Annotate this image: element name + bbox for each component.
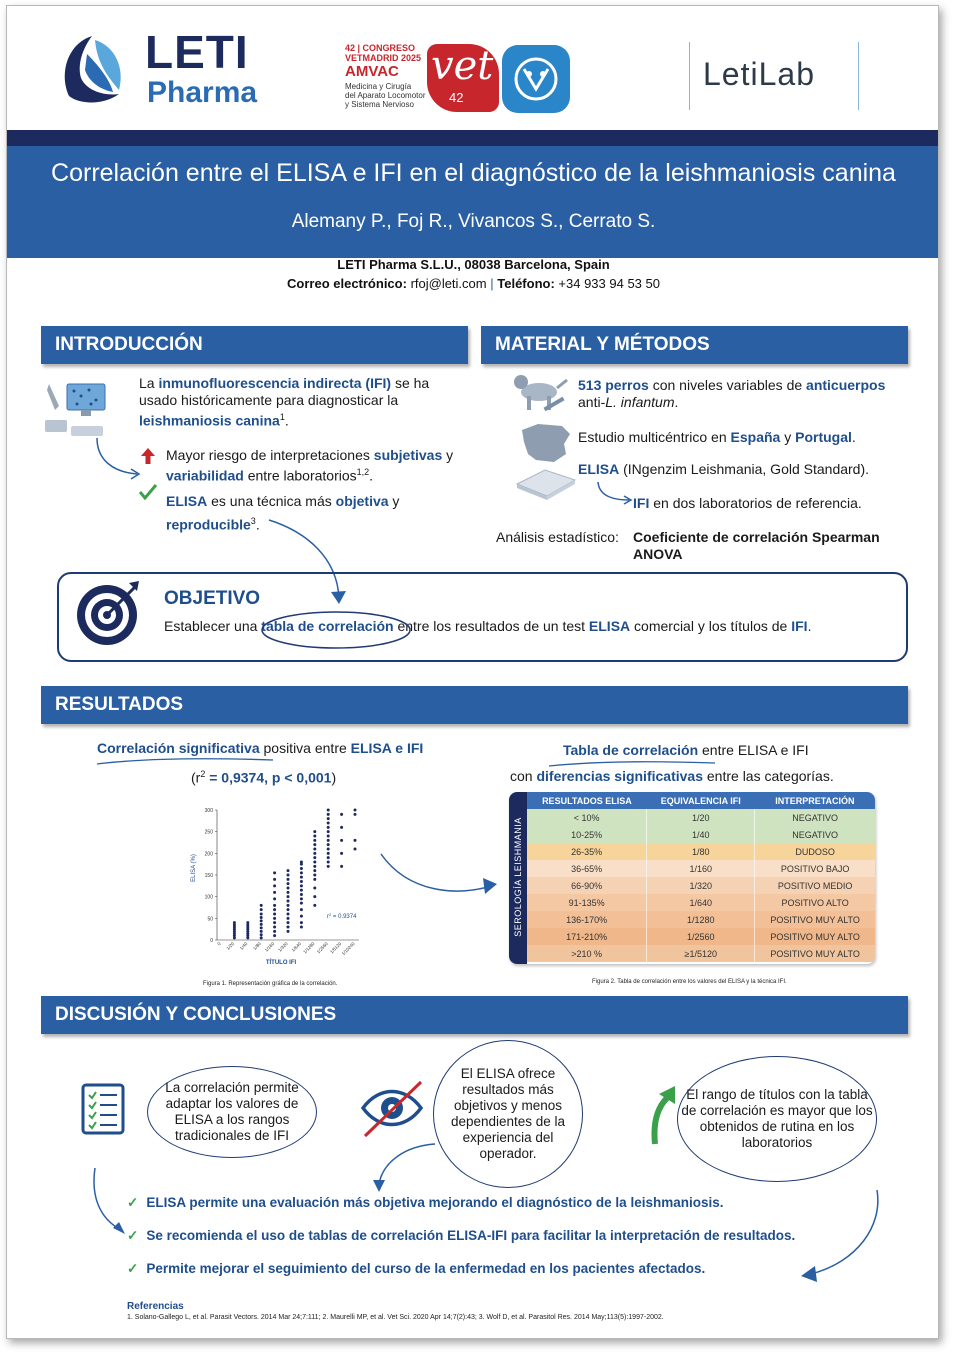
right-b: entre ELISA e IFI <box>698 742 809 758</box>
data-point <box>300 876 303 879</box>
data-point <box>327 830 330 833</box>
ok-d: y <box>388 493 400 509</box>
data-point <box>260 908 263 911</box>
table-row <box>527 826 875 843</box>
data-point <box>287 874 290 877</box>
data-point <box>313 869 316 872</box>
risk-a: Mayor riesgo de interpretaciones <box>166 447 374 463</box>
y-tick-label: 150 <box>204 873 213 879</box>
data-point <box>327 813 330 816</box>
data-point <box>327 848 330 851</box>
table-row <box>527 928 875 945</box>
objective-box <box>57 572 908 662</box>
congress-desc2: del Aparato Locomotor <box>345 91 426 100</box>
table-header-2: INTERPRETACIÓN <box>755 792 875 809</box>
microscope-icon <box>41 376 107 444</box>
x-tick-label: 1/5120 <box>329 941 343 955</box>
dogs-f: . <box>674 394 679 410</box>
table-cell: NEGATIVO <box>792 812 839 823</box>
results-arrow-icon <box>379 844 501 902</box>
table-cell: ≥1/5120 <box>647 945 755 962</box>
multi-espana: España <box>730 429 781 445</box>
table-cell: 1/640 <box>647 894 755 911</box>
data-point <box>287 921 290 924</box>
data-point <box>340 826 343 829</box>
r2-sup: 2 <box>329 912 332 917</box>
obj-tabla: tabla de correlación <box>261 618 394 634</box>
data-point <box>300 889 303 892</box>
stats-spearman: Coeficiente de correlación Spearman <box>633 529 880 545</box>
dogs-b: con niveles variables de <box>648 377 807 393</box>
results-right-text1 <box>563 742 809 759</box>
stats-label: Análisis estadístico: <box>496 529 619 545</box>
x-tick-label: 1/640 <box>290 941 303 953</box>
data-point <box>300 897 303 900</box>
dogs-count: 513 perros <box>578 377 649 393</box>
table-cell: DUDOSO <box>795 846 835 857</box>
data-point <box>260 930 263 933</box>
data-point <box>287 904 290 907</box>
data-point <box>273 921 276 924</box>
elisa-plate-icon <box>515 462 577 502</box>
bubble1-arrow-icon <box>91 1166 131 1238</box>
data-point <box>287 869 290 872</box>
table-header-1: EQUIVALENCIA IFI <box>647 792 755 809</box>
data-point <box>273 878 276 881</box>
data-point <box>313 848 316 851</box>
data-point <box>273 871 276 874</box>
multi-c: y <box>780 429 796 445</box>
data-point <box>273 926 276 929</box>
data-point <box>313 835 316 838</box>
table-cell: NEGATIVO <box>792 829 839 840</box>
table-row <box>527 860 875 877</box>
small-curved-arrow-icon <box>595 480 635 506</box>
table-cell: POSITIVO MUY ALTO <box>770 931 860 942</box>
table-cell: >210 % <box>527 945 647 962</box>
multi-portugal: Portugal <box>795 429 852 445</box>
ok-elisa: ELISA <box>166 493 208 509</box>
table-cell: 171-210% <box>527 928 647 945</box>
data-point <box>327 861 330 864</box>
obj-elisa: ELISA <box>588 618 631 634</box>
eye-crossed-icon <box>359 1076 425 1142</box>
data-point <box>327 822 330 825</box>
data-point <box>313 839 316 842</box>
data-point <box>260 916 263 919</box>
stat-open: (r <box>191 769 201 786</box>
data-point <box>327 856 330 859</box>
congress-amvac: AMVAC <box>345 63 399 80</box>
stats-anova: ANOVA <box>633 546 683 562</box>
dogs-d: anti- <box>578 394 606 410</box>
data-point <box>327 865 330 868</box>
scatter-chart <box>183 798 363 974</box>
data-point <box>300 926 303 929</box>
right-tabla: Tabla de correlación <box>563 742 699 758</box>
vet-badge-num: 42 <box>449 90 464 105</box>
conclusion-3-text: Permite mejorar el seguimiento del curso de la enfermedad en los pacientes afectados. <box>146 1261 706 1276</box>
table-cell: 1/320 <box>647 877 755 894</box>
data-point <box>300 921 303 924</box>
data-point <box>300 871 303 874</box>
data-point <box>287 930 290 933</box>
risk-variabilidad: variabilidad <box>166 467 244 484</box>
data-point <box>354 839 357 842</box>
table-row <box>527 843 875 860</box>
results-right-text2 <box>510 768 834 785</box>
right-e: entre las categorías. <box>703 768 834 784</box>
data-point <box>327 843 330 846</box>
data-point <box>313 904 316 907</box>
y-tick-label: 50 <box>207 916 213 923</box>
correlation-table-card <box>509 792 875 964</box>
table-cell: 1/2560 <box>647 928 755 945</box>
conclusion-1-text: ELISA permite una evaluación más objetiva mejorando el diagnóstico de la leishmaniosis. <box>146 1195 724 1210</box>
elisa-label: ELISA <box>578 461 620 477</box>
data-point <box>273 913 276 916</box>
data-point <box>273 884 276 887</box>
risk-subjetivas: subjetivas <box>373 447 443 463</box>
data-point <box>340 813 343 816</box>
data-point <box>260 904 263 907</box>
obj-a: Establecer una <box>164 618 262 634</box>
data-point <box>327 826 330 829</box>
data-point <box>273 908 276 911</box>
data-point <box>287 913 290 916</box>
table-cell: POSITIVO MUY ALTO <box>770 948 860 959</box>
data-point <box>313 874 316 877</box>
company-address: LETI Pharma S.L.U., 08038 Barcelona, Spain <box>337 257 610 272</box>
conclusion-3 <box>127 1261 705 1277</box>
x-tick-label: 1/20 <box>225 941 236 951</box>
y-tick-label: 250 <box>204 829 213 836</box>
pharma-logo-word: Pharma <box>147 76 258 109</box>
leti-logo-icon <box>57 34 127 106</box>
x-tick-label: 1/40 <box>238 941 249 951</box>
intro-text-ifi: inmunofluorescencia indirecta (IFI) <box>158 375 392 391</box>
y-tick-label: 0 <box>210 938 213 944</box>
data-point <box>300 902 303 905</box>
red-up-arrow-icon <box>141 448 155 464</box>
data-point <box>287 908 290 911</box>
data-point <box>300 867 303 870</box>
check-icon: ✓ <box>127 1261 139 1276</box>
figure1-caption: Figura 1. Representación gráfica de la correlación. <box>203 981 338 987</box>
phone-label: Teléfono: <box>497 276 555 291</box>
data-point <box>327 839 330 842</box>
data-point <box>300 893 303 896</box>
x-tick-label: 1/320 <box>277 941 289 953</box>
check-icon: ✓ <box>127 1195 139 1210</box>
poster-authors: Alemany P., Foj R., Vivancos S., Cerrato S. <box>291 211 656 232</box>
obj-e: comercial y los títulos de <box>630 618 792 634</box>
table-cell: 66-90% <box>527 877 647 894</box>
poster <box>6 5 939 1339</box>
conclusion-1 <box>127 1195 723 1211</box>
data-point <box>246 921 249 924</box>
table-row <box>527 911 875 928</box>
table-cell: 1/80 <box>647 843 755 860</box>
intro-text-leish: leishmaniosis canina <box>139 412 280 429</box>
contact-line <box>7 276 939 291</box>
target-icon <box>75 579 143 647</box>
y-tick-label: 300 <box>204 808 213 814</box>
multi-a: Estudio multicéntrico en <box>578 429 731 445</box>
data-point <box>354 848 357 851</box>
data-point <box>273 917 276 920</box>
data-point <box>313 865 316 868</box>
obj-ifi: IFI <box>791 618 808 634</box>
data-point <box>313 878 316 881</box>
y-tick-label: 100 <box>204 894 213 901</box>
y-tick-label: 200 <box>204 851 213 858</box>
green-check-icon <box>139 484 157 500</box>
intro-text-a: La <box>139 375 159 391</box>
ifi-label: IFI <box>633 495 650 511</box>
conclusion-2 <box>127 1228 795 1244</box>
stat-close: ) <box>331 769 337 786</box>
results-stat <box>191 766 336 787</box>
conclusion-2-text: Se recomienda el uso de tablas de correlación ELISA-IFI para facilitar la interpretación de resultados. <box>146 1228 796 1243</box>
dogs-species: L. infantum <box>605 394 675 410</box>
table-row <box>527 945 875 962</box>
table-cell: 1/160 <box>647 860 755 877</box>
poster-title: Correlación entre el ELISA e IFI en el diagnóstico de la leishmaniosis canina <box>51 159 896 187</box>
dog-icon <box>509 370 569 418</box>
data-point <box>300 861 303 864</box>
data-point <box>260 933 263 936</box>
table-cell: POSITIVO ALTO <box>781 897 849 908</box>
data-point <box>273 930 276 933</box>
table-cell: POSITIVO MUY ALTO <box>770 914 860 925</box>
left-b: positiva entre <box>259 740 351 756</box>
data-point <box>287 882 290 885</box>
r2-value: = 0.9374 <box>331 914 357 920</box>
table-row <box>527 809 875 826</box>
x-tick-label: 1/80 <box>252 941 262 951</box>
risk-sup: 1,2 <box>356 467 370 477</box>
data-point <box>354 809 357 812</box>
results-heading: RESULTADOS <box>41 686 908 724</box>
congress-line1: 42 | CONGRESO <box>345 43 416 53</box>
risk-e: entre laboratorios <box>243 467 357 484</box>
highlight-ellipse <box>259 609 415 651</box>
bubble3-arrow-icon <box>797 1186 887 1286</box>
data-point <box>327 852 330 855</box>
methods-multicenter <box>578 429 908 446</box>
congress-desc1: Medicina y Cirugía <box>345 82 412 91</box>
data-point <box>260 919 263 922</box>
data-point <box>287 887 290 890</box>
table-cell: 1/1280 <box>647 911 755 928</box>
data-point <box>287 895 290 898</box>
table-cell: 1/20 <box>647 809 755 826</box>
checklist-icon <box>81 1081 127 1137</box>
dog-skull-icon <box>501 44 571 114</box>
methods-ifi <box>633 495 913 512</box>
stat-value: = 0,9374, p < 0,001 <box>205 769 332 786</box>
ok-reproducible: reproducible <box>166 516 251 533</box>
data-point <box>300 915 303 918</box>
data-point <box>273 897 276 900</box>
data-point <box>300 908 303 911</box>
left-elisa-ifi: ELISA e IFI <box>350 740 424 756</box>
stat-sup: 2 <box>200 769 206 779</box>
data-point <box>300 880 303 883</box>
data-point <box>273 934 276 937</box>
email-link[interactable]: rfoj@leti.com <box>410 276 487 291</box>
data-point <box>300 884 303 887</box>
data-point <box>340 839 343 842</box>
chart-r2-annotation <box>327 912 357 920</box>
congress-desc3: y Sistema Nervioso <box>345 100 414 109</box>
left-corr: Correlación significativa <box>97 740 260 756</box>
check-icon: ✓ <box>127 1228 139 1243</box>
iberia-map-icon <box>518 420 574 464</box>
table-cell: POSITIVO MEDIO <box>777 880 853 891</box>
data-point <box>340 852 343 855</box>
congress-line2: VETMADRID 2025 <box>345 53 422 63</box>
data-point <box>260 926 263 929</box>
obj-c: entre los resultados de un test <box>393 618 589 634</box>
table-cell: 91-135% <box>527 894 647 911</box>
x-tick-label: 0 <box>216 941 222 947</box>
intro-text-e: . <box>284 412 289 429</box>
chart-ylabel: ELISA (%) <box>191 854 197 882</box>
intro-text-c: se ha usado históricamente para diagnosticar la <box>139 375 430 408</box>
obj-g: . <box>807 618 812 634</box>
ifi-desc: en dos laboratorios de referencia. <box>649 495 862 511</box>
right-diferencias: diferencias significativas <box>536 768 703 784</box>
table-cell: 136-170% <box>527 911 647 928</box>
table-cell: 36-65% <box>527 860 647 877</box>
table-cell: 10-25% <box>527 826 647 843</box>
references-heading: Referencias <box>127 1301 184 1312</box>
bubble2-arrow-icon <box>365 1140 437 1196</box>
table-cell: 26-35% <box>527 843 647 860</box>
x-tick-label: 1/1280 <box>302 941 316 955</box>
methods-heading: MATERIAL Y MÉTODOS <box>481 326 908 364</box>
discussion-heading: DISCUSIÓN Y CONCLUSIONES <box>41 996 908 1034</box>
letilab-logo: LetiLab <box>703 56 815 92</box>
ok-sup: 3 <box>250 516 256 526</box>
ok-b: es una técnica más <box>207 493 336 509</box>
risk-c: y <box>442 447 454 463</box>
data-point <box>327 817 330 820</box>
methods-dogs <box>578 377 908 411</box>
data-point <box>313 843 316 846</box>
vet-badge <box>427 44 499 112</box>
ok-f: . <box>255 516 260 533</box>
intro-heading: INTRODUCCIÓN <box>41 326 468 364</box>
data-point <box>313 830 316 833</box>
objective-heading: OBJETIVO <box>164 588 261 609</box>
intro-risk <box>166 447 466 485</box>
data-point <box>260 923 263 926</box>
bubble-2: El ELISA ofrece resultados más objetivos y menos dependientes de la experiencia del operador. <box>433 1040 583 1188</box>
data-point <box>260 936 263 939</box>
data-point <box>273 904 276 907</box>
risk-f: . <box>369 467 374 484</box>
table-side-label: SEROLOGÍA LEISHMANIA <box>513 817 523 937</box>
data-point <box>313 895 316 898</box>
methods-elisa <box>578 461 908 478</box>
email-label: Correo electrónico: <box>287 276 407 291</box>
table-cell: 1/40 <box>647 826 755 843</box>
results-left-text <box>97 740 423 757</box>
data-point <box>327 809 330 812</box>
correlation-table <box>527 792 875 962</box>
data-point <box>327 835 330 838</box>
data-point <box>313 861 316 864</box>
data-point <box>287 926 290 929</box>
vet-badge-text: vet <box>431 43 494 89</box>
data-point <box>287 878 290 881</box>
dogs-anticuerpos: anticuerpos <box>806 377 886 393</box>
table-cell: < 10% <box>527 809 647 826</box>
chart-xlabel: TÍTULO IFI <box>265 960 297 966</box>
contact-separator: | <box>490 276 494 291</box>
phone-value: +34 933 94 53 50 <box>558 276 660 291</box>
multi-e: . <box>851 429 856 445</box>
intro-sup: 1 <box>279 412 285 422</box>
data-point <box>313 856 316 859</box>
ok-objetiva: objetiva <box>335 493 389 509</box>
bubble-1: La correlación permite adaptar los valores de ELISA a los rangos tradicionales de IFI <box>147 1066 317 1158</box>
data-point <box>287 900 290 903</box>
data-point <box>287 891 290 894</box>
table-cell: POSITIVO BAJO <box>780 863 850 874</box>
r2-r: r <box>327 914 329 920</box>
bubble-3: El rango de títulos con la tabla de correlación es mayor que los obtenidos de rutina en los laboratorios <box>677 1056 877 1182</box>
data-point <box>287 917 290 920</box>
right-c: con <box>510 768 537 784</box>
references-text: 1. Solano-Gallego L, et al. Parasit Vectors. 2014 Mar 24;7:111; 2. Maurelli MP, et al. Vet Sci. 2020 Apr 14;7(2):43; 3. Wolf D, et al. Parasitol Res. 2014 May;113(5):1997-2002. <box>127 1314 664 1321</box>
data-point <box>233 921 236 924</box>
data-point <box>273 891 276 894</box>
elisa-desc: (INgenzim Leishmania, Gold Standard). <box>619 461 870 477</box>
table-row <box>527 894 875 911</box>
data-point <box>313 887 316 890</box>
table-row <box>527 877 875 894</box>
leti-logo-word: LETI <box>145 26 249 78</box>
data-point <box>313 852 316 855</box>
x-tick-label: 1/160 <box>263 941 276 953</box>
data-point <box>260 913 263 916</box>
intro-paragraph <box>139 375 459 430</box>
data-point <box>340 865 343 868</box>
curved-arrow-icon <box>93 436 143 481</box>
x-tick-label: 1/2560 <box>315 941 329 955</box>
data-point <box>354 813 357 816</box>
figure2-caption: Figura 2. Tabla de correlación entre los valores del ELISA y la técnica IFI. <box>592 979 787 985</box>
table-header-0: RESULTADOS ELISA <box>527 792 647 809</box>
x-tick-label: 1/10240 <box>340 941 356 957</box>
